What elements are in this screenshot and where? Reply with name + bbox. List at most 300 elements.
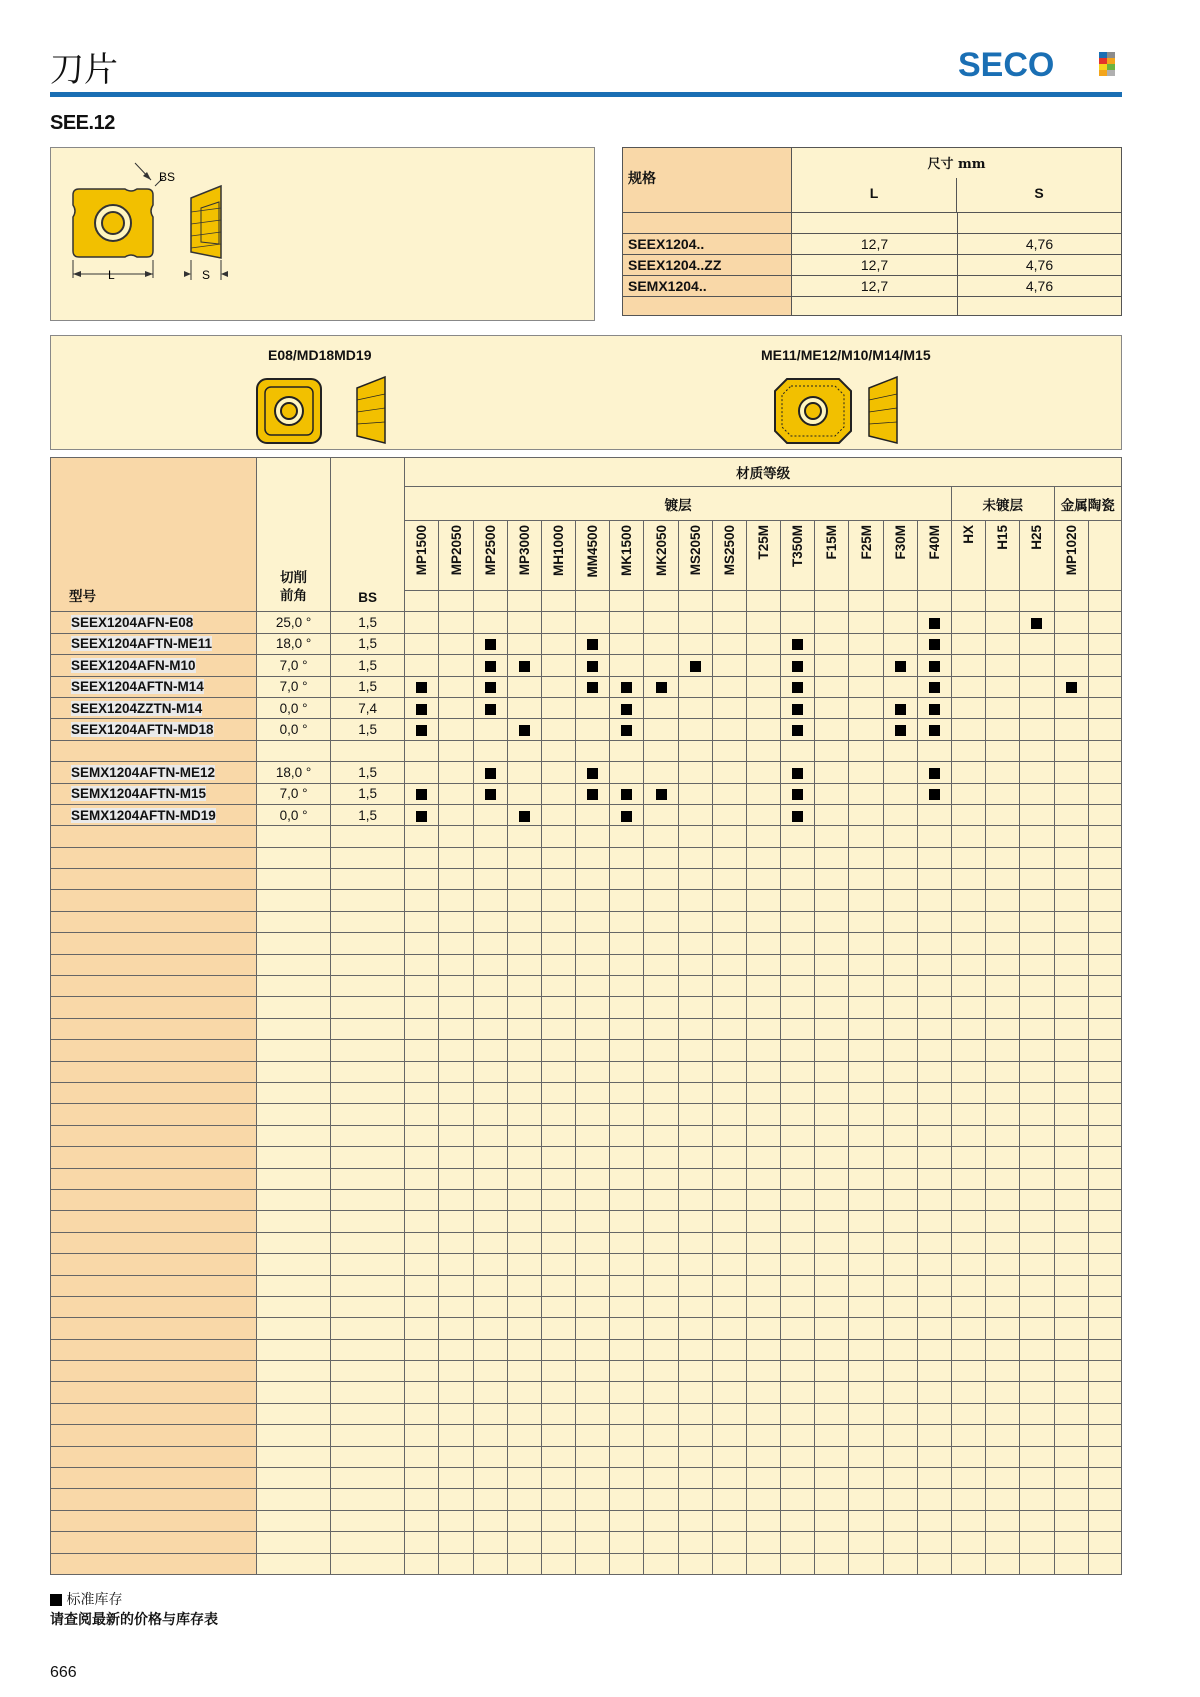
empty-cell bbox=[256, 954, 330, 975]
empty-cell bbox=[576, 1510, 610, 1531]
standard-stock-mark-icon bbox=[895, 704, 906, 715]
empty-cell bbox=[712, 1275, 746, 1296]
empty-cell bbox=[473, 1275, 507, 1296]
empty-cell bbox=[473, 933, 507, 954]
rake-angle-value: 18,0 ° bbox=[256, 762, 330, 783]
empty-code-cell bbox=[51, 1275, 257, 1296]
empty-cell bbox=[644, 1446, 678, 1467]
empty-cell bbox=[1088, 976, 1121, 997]
grade-group-header: 材质等级 bbox=[405, 458, 1122, 487]
empty-cell bbox=[541, 1510, 575, 1531]
empty-cell bbox=[917, 1339, 951, 1360]
empty-cell bbox=[439, 1318, 473, 1339]
standard-stock-mark-icon bbox=[485, 661, 496, 672]
empty-cell bbox=[473, 997, 507, 1018]
empty-cell bbox=[256, 1254, 330, 1275]
empty-cell bbox=[986, 1446, 1020, 1467]
grade-name: MP2050 bbox=[448, 525, 464, 576]
standard-stock-mark-icon bbox=[929, 618, 940, 629]
empty-cell bbox=[1054, 997, 1088, 1018]
empty-grade-cell bbox=[1088, 612, 1121, 633]
empty-cell bbox=[986, 997, 1020, 1018]
empty-cell bbox=[610, 954, 644, 975]
empty-cell bbox=[917, 1446, 951, 1467]
empty-cell bbox=[678, 1553, 712, 1574]
empty-cell bbox=[576, 826, 610, 847]
empty-cell bbox=[781, 1104, 815, 1125]
empty-cell bbox=[678, 1254, 712, 1275]
empty-cell bbox=[256, 1211, 330, 1232]
empty-cell bbox=[678, 826, 712, 847]
grade-name: MP1020 bbox=[1063, 525, 1079, 576]
grade-availability-cell bbox=[781, 676, 815, 697]
empty-cell bbox=[746, 1468, 780, 1489]
empty-cell bbox=[883, 1489, 917, 1510]
empty-cell bbox=[849, 1040, 883, 1061]
empty-cell bbox=[256, 1468, 330, 1489]
empty-cell bbox=[678, 1125, 712, 1146]
header-spacer-cell bbox=[849, 591, 883, 612]
empty-cell bbox=[746, 1489, 780, 1510]
empty-cell bbox=[815, 933, 849, 954]
product-code-cell bbox=[51, 804, 257, 825]
empty-cell bbox=[576, 1061, 610, 1082]
grade-availability-cell bbox=[507, 633, 541, 654]
empty-cell bbox=[1088, 1318, 1121, 1339]
empty-cell bbox=[439, 997, 473, 1018]
empty-cell bbox=[1088, 869, 1121, 890]
empty-cell bbox=[610, 1061, 644, 1082]
empty-cell bbox=[986, 933, 1020, 954]
empty-row bbox=[51, 1040, 1122, 1061]
empty-cell bbox=[256, 911, 330, 932]
empty-cell bbox=[849, 847, 883, 868]
empty-cell bbox=[986, 1168, 1020, 1189]
empty-cell bbox=[576, 1425, 610, 1446]
empty-cell bbox=[1020, 1232, 1054, 1253]
empty-cell bbox=[331, 976, 405, 997]
empty-grade-column bbox=[1088, 521, 1121, 591]
empty-grade-cell bbox=[1088, 804, 1121, 825]
empty-cell bbox=[405, 1040, 439, 1061]
empty-cell bbox=[917, 869, 951, 890]
empty-cell bbox=[849, 1061, 883, 1082]
empty-cell bbox=[439, 1339, 473, 1360]
grade-availability-cell bbox=[405, 697, 439, 718]
empty-cell bbox=[781, 1361, 815, 1382]
empty-cell bbox=[712, 1510, 746, 1531]
grade-availability-cell bbox=[1054, 719, 1088, 740]
grade-name: HX bbox=[961, 525, 977, 544]
empty-cell bbox=[644, 1104, 678, 1125]
empty-cell bbox=[644, 997, 678, 1018]
seco-logo bbox=[958, 44, 1118, 84]
grade-availability-cell bbox=[541, 783, 575, 804]
empty-cell bbox=[781, 1382, 815, 1403]
grade-availability-cell bbox=[746, 783, 780, 804]
empty-cell bbox=[256, 1168, 330, 1189]
empty-cell bbox=[678, 997, 712, 1018]
grade-availability-cell bbox=[610, 719, 644, 740]
empty-cell bbox=[256, 890, 330, 911]
empty-cell bbox=[815, 1168, 849, 1189]
empty-cell bbox=[1020, 1489, 1054, 1510]
empty-cell bbox=[678, 1104, 712, 1125]
empty-cell bbox=[507, 740, 541, 761]
empty-cell bbox=[256, 1018, 330, 1039]
empty-cell bbox=[746, 1082, 780, 1103]
empty-cell bbox=[473, 1318, 507, 1339]
grade-availability-cell bbox=[678, 804, 712, 825]
empty-cell bbox=[986, 1382, 1020, 1403]
grade-availability-cell bbox=[986, 633, 1020, 654]
empty-cell bbox=[986, 1339, 1020, 1360]
spec-s-value: 4,76 bbox=[958, 276, 1122, 297]
empty-cell bbox=[507, 1061, 541, 1082]
header-spacer-cell bbox=[576, 591, 610, 612]
empty-row bbox=[51, 911, 1122, 932]
grade-column-header bbox=[439, 521, 473, 591]
empty-cell bbox=[883, 1318, 917, 1339]
empty-cell bbox=[405, 1425, 439, 1446]
empty-cell bbox=[746, 1232, 780, 1253]
empty-row bbox=[51, 1061, 1122, 1082]
dims-header: 尺寸 mm bbox=[927, 157, 986, 172]
product-row bbox=[51, 804, 1122, 825]
empty-cell bbox=[712, 740, 746, 761]
empty-cell bbox=[507, 1318, 541, 1339]
empty-cell bbox=[256, 933, 330, 954]
grade-availability-cell bbox=[405, 783, 439, 804]
empty-cell bbox=[712, 890, 746, 911]
empty-cell bbox=[576, 1168, 610, 1189]
grade-column-header bbox=[1054, 521, 1088, 591]
empty-cell bbox=[746, 954, 780, 975]
empty-cell bbox=[507, 1296, 541, 1317]
empty-cell bbox=[1054, 1211, 1088, 1232]
empty-cell bbox=[952, 847, 986, 868]
empty-row bbox=[51, 1382, 1122, 1403]
grade-availability-cell bbox=[678, 612, 712, 633]
empty-row bbox=[51, 869, 1122, 890]
empty-grade-cell bbox=[1088, 762, 1121, 783]
grade-availability-cell bbox=[405, 676, 439, 697]
empty-cell bbox=[644, 1296, 678, 1317]
empty-cell bbox=[610, 1446, 644, 1467]
empty-cell bbox=[1088, 1018, 1121, 1039]
empty-cell bbox=[405, 1275, 439, 1296]
standard-stock-mark-icon bbox=[485, 639, 496, 650]
empty-cell bbox=[986, 1318, 1020, 1339]
spec-name: SEMX1204.. bbox=[623, 276, 792, 297]
empty-cell bbox=[917, 1510, 951, 1531]
empty-cell bbox=[576, 1082, 610, 1103]
empty-row bbox=[51, 1125, 1122, 1146]
grade-availability-cell bbox=[883, 783, 917, 804]
empty-cell bbox=[256, 826, 330, 847]
empty-cell bbox=[610, 1553, 644, 1574]
empty-cell bbox=[746, 1125, 780, 1146]
empty-cell bbox=[952, 1339, 986, 1360]
empty-cell bbox=[541, 997, 575, 1018]
empty-cell bbox=[1054, 1446, 1088, 1467]
standard-stock-mark-icon bbox=[792, 661, 803, 672]
grade-name: MP3000 bbox=[516, 525, 532, 576]
empty-cell bbox=[256, 1040, 330, 1061]
empty-cell bbox=[815, 1040, 849, 1061]
grade-name: T25M bbox=[756, 525, 772, 560]
empty-cell bbox=[883, 1168, 917, 1189]
empty-cell bbox=[610, 1468, 644, 1489]
standard-stock-mark-icon bbox=[519, 661, 530, 672]
grade-column-header bbox=[746, 521, 780, 591]
empty-cell bbox=[712, 933, 746, 954]
empty-cell bbox=[405, 1232, 439, 1253]
empty-cell bbox=[781, 1125, 815, 1146]
section-code: SEE.12 bbox=[50, 112, 115, 134]
empty-cell bbox=[541, 1425, 575, 1446]
empty-cell bbox=[1088, 826, 1121, 847]
standard-stock-mark-icon bbox=[621, 725, 632, 736]
empty-cell bbox=[473, 1082, 507, 1103]
empty-cell bbox=[678, 1275, 712, 1296]
grade-availability-cell bbox=[712, 804, 746, 825]
empty-cell bbox=[1054, 1168, 1088, 1189]
empty-cell bbox=[883, 1468, 917, 1489]
grade-name: F40M bbox=[926, 525, 942, 560]
empty-cell bbox=[541, 1104, 575, 1125]
empty-cell bbox=[849, 1104, 883, 1125]
empty-cell bbox=[678, 1082, 712, 1103]
empty-cell bbox=[678, 847, 712, 868]
empty-cell bbox=[610, 847, 644, 868]
grade-availability-cell bbox=[644, 655, 678, 676]
empty-cell bbox=[439, 1275, 473, 1296]
grade-availability-cell bbox=[917, 633, 951, 654]
empty-cell bbox=[644, 1382, 678, 1403]
empty-cell bbox=[952, 1254, 986, 1275]
empty-cell bbox=[849, 1532, 883, 1553]
empty-cell bbox=[405, 826, 439, 847]
standard-stock-mark-icon bbox=[621, 682, 632, 693]
empty-row bbox=[51, 1425, 1122, 1446]
empty-cell bbox=[541, 1553, 575, 1574]
empty-code-cell bbox=[51, 933, 257, 954]
empty-cell bbox=[331, 1082, 405, 1103]
empty-cell bbox=[576, 740, 610, 761]
empty-cell bbox=[439, 1125, 473, 1146]
grade-availability-cell bbox=[746, 655, 780, 676]
empty-cell bbox=[1054, 1382, 1088, 1403]
standard-stock-mark-icon bbox=[485, 768, 496, 779]
empty-cell bbox=[712, 1468, 746, 1489]
empty-code-cell bbox=[51, 1446, 257, 1467]
empty-cell bbox=[644, 740, 678, 761]
empty-cell bbox=[1054, 740, 1088, 761]
l-dimension-label: L bbox=[108, 268, 115, 282]
empty-cell bbox=[917, 1125, 951, 1146]
empty-code-cell bbox=[51, 1296, 257, 1317]
empty-cell bbox=[1088, 1082, 1121, 1103]
empty-cell bbox=[678, 1189, 712, 1210]
grade-availability-cell bbox=[541, 676, 575, 697]
grade-availability-cell bbox=[781, 697, 815, 718]
empty-row bbox=[51, 1553, 1122, 1574]
empty-cell bbox=[541, 1489, 575, 1510]
empty-cell bbox=[1054, 1296, 1088, 1317]
empty-cell bbox=[644, 869, 678, 890]
empty-cell bbox=[952, 1147, 986, 1168]
empty-cell bbox=[952, 1275, 986, 1296]
empty-cell bbox=[917, 954, 951, 975]
grade-availability-cell bbox=[439, 633, 473, 654]
empty-cell bbox=[576, 1040, 610, 1061]
empty-cell bbox=[917, 1275, 951, 1296]
empty-cell bbox=[1054, 847, 1088, 868]
empty-cell bbox=[781, 1296, 815, 1317]
empty-cell bbox=[439, 1510, 473, 1531]
empty-cell bbox=[712, 1168, 746, 1189]
empty-cell bbox=[331, 933, 405, 954]
empty-cell bbox=[439, 1425, 473, 1446]
empty-cell bbox=[986, 1061, 1020, 1082]
empty-cell bbox=[1020, 1040, 1054, 1061]
empty-cell bbox=[1020, 1061, 1054, 1082]
empty-cell bbox=[507, 911, 541, 932]
empty-cell bbox=[1088, 1275, 1121, 1296]
empty-cell bbox=[712, 1553, 746, 1574]
empty-cell bbox=[952, 1403, 986, 1424]
grade-availability-cell bbox=[473, 697, 507, 718]
empty-cell bbox=[473, 1168, 507, 1189]
empty-cell bbox=[644, 911, 678, 932]
grade-column-header bbox=[507, 521, 541, 591]
empty-cell bbox=[331, 1061, 405, 1082]
empty-cell bbox=[746, 933, 780, 954]
empty-cell bbox=[610, 869, 644, 890]
grade-availability-cell bbox=[1054, 655, 1088, 676]
empty-cell bbox=[712, 911, 746, 932]
empty-row bbox=[51, 1339, 1122, 1360]
empty-cell bbox=[849, 1296, 883, 1317]
empty-cell bbox=[473, 1189, 507, 1210]
standard-stock-mark-icon bbox=[792, 768, 803, 779]
grade-name: MP2500 bbox=[482, 525, 498, 576]
empty-cell bbox=[507, 869, 541, 890]
empty-row bbox=[51, 1318, 1122, 1339]
empty-code-cell bbox=[51, 740, 257, 761]
empty-cell bbox=[883, 1189, 917, 1210]
empty-row bbox=[51, 1532, 1122, 1553]
grade-availability-cell bbox=[576, 804, 610, 825]
empty-cell bbox=[576, 1489, 610, 1510]
grade-availability-cell bbox=[507, 655, 541, 676]
empty-cell bbox=[678, 1168, 712, 1189]
empty-cell bbox=[644, 1061, 678, 1082]
grade-name: MM4500 bbox=[585, 525, 601, 578]
product-code: SEEX1204ZZTN-M14 bbox=[71, 700, 203, 716]
grade-availability-cell bbox=[439, 762, 473, 783]
grade-availability-cell bbox=[678, 655, 712, 676]
spec-name: SEEX1204.. bbox=[623, 234, 792, 255]
empty-cell bbox=[439, 1104, 473, 1125]
empty-cell bbox=[1054, 1339, 1088, 1360]
page-number: 666 bbox=[50, 1664, 77, 1681]
grade-availability-cell bbox=[952, 633, 986, 654]
empty-cell bbox=[610, 1189, 644, 1210]
empty-cell bbox=[678, 954, 712, 975]
empty-cell bbox=[781, 933, 815, 954]
empty-cell bbox=[952, 1232, 986, 1253]
empty-cell bbox=[331, 1104, 405, 1125]
empty-cell bbox=[256, 1318, 330, 1339]
empty-cell bbox=[986, 1147, 1020, 1168]
geometry-drawings bbox=[51, 336, 1121, 449]
bs-value: 1,5 bbox=[331, 676, 405, 697]
empty-cell bbox=[815, 1296, 849, 1317]
empty-cell bbox=[576, 1147, 610, 1168]
grade-availability-cell bbox=[952, 783, 986, 804]
empty-code-cell bbox=[51, 890, 257, 911]
grade-availability-cell bbox=[610, 676, 644, 697]
empty-row bbox=[51, 1275, 1122, 1296]
empty-cell bbox=[815, 954, 849, 975]
empty-cell bbox=[781, 847, 815, 868]
grade-availability-cell bbox=[746, 719, 780, 740]
empty-cell bbox=[746, 869, 780, 890]
standard-stock-mark-icon bbox=[895, 725, 906, 736]
grade-availability-cell bbox=[576, 762, 610, 783]
insert-e08-side-icon bbox=[357, 377, 385, 443]
empty-cell bbox=[815, 1532, 849, 1553]
grade-name: F30M bbox=[892, 525, 908, 560]
grade-availability-cell bbox=[1054, 633, 1088, 654]
empty-cell bbox=[610, 1318, 644, 1339]
empty-code-cell bbox=[51, 1468, 257, 1489]
product-code-cell bbox=[51, 633, 257, 654]
empty-cell bbox=[1020, 1532, 1054, 1553]
standard-stock-mark-icon bbox=[621, 704, 632, 715]
empty-row bbox=[51, 1232, 1122, 1253]
empty-cell bbox=[883, 997, 917, 1018]
empty-cell bbox=[644, 1147, 678, 1168]
grade-name: H25 bbox=[1029, 525, 1045, 550]
grade-column-header bbox=[473, 521, 507, 591]
empty-cell bbox=[507, 1189, 541, 1210]
empty-cell bbox=[1020, 826, 1054, 847]
legend bbox=[50, 1589, 122, 1609]
empty-cell bbox=[917, 1318, 951, 1339]
empty-cell bbox=[1088, 1532, 1121, 1553]
empty-code-cell bbox=[51, 1489, 257, 1510]
empty-cell bbox=[678, 869, 712, 890]
empty-cell bbox=[1054, 869, 1088, 890]
grade-availability-cell bbox=[644, 783, 678, 804]
grade-availability-cell bbox=[781, 655, 815, 676]
empty-code-cell bbox=[51, 1104, 257, 1125]
empty-cell bbox=[1088, 1040, 1121, 1061]
grade-availability-cell bbox=[986, 612, 1020, 633]
empty-cell bbox=[1020, 1189, 1054, 1210]
empty-cell bbox=[405, 976, 439, 997]
empty-cell bbox=[1088, 890, 1121, 911]
empty-cell bbox=[473, 1468, 507, 1489]
empty-cell bbox=[815, 1018, 849, 1039]
empty-cell bbox=[405, 1382, 439, 1403]
empty-grade-cell bbox=[1088, 633, 1121, 654]
empty-cell bbox=[815, 826, 849, 847]
empty-cell bbox=[576, 1446, 610, 1467]
